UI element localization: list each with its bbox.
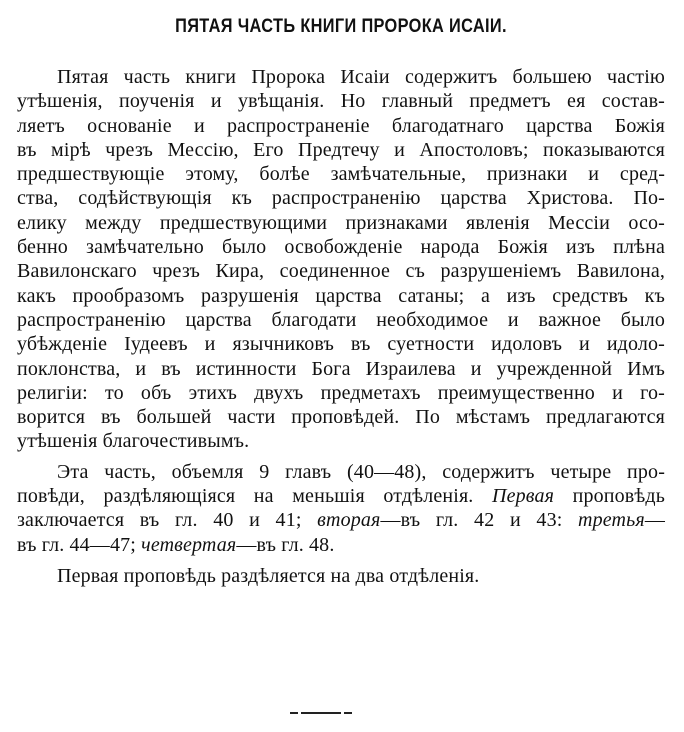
book-page <box>17 0 665 588</box>
italic-term-second: вторая <box>317 509 381 532</box>
italic-term-fourth: четвертая <box>141 533 237 556</box>
text-line: утѣшенія, поученія и увѣщанія. Но главный предметъ ея состав- <box>17 90 665 113</box>
text-line: елику между предшествующими признаками явленія Мессіи осо- <box>17 211 665 234</box>
decorative-divider <box>290 712 352 714</box>
paragraph-structure <box>17 460 665 557</box>
text-line: религіи: то объ этихъ двухъ предметахъ преимущественно и го- <box>17 381 665 404</box>
text-run: въ гл. 44—47; <box>17 533 142 556</box>
chapter-title: ПЯТАЯ ЧАСТЬ КНИГИ ПРОРОКА ИСАІИ. <box>175 16 507 37</box>
text-run: проповѣдь <box>554 485 665 508</box>
text-line <box>17 484 665 508</box>
text-line: ворится въ большей части проповѣдей. По мѣстамъ предлагаются <box>17 406 665 429</box>
text-line: какъ прообразомъ разрушенія царства сатаны; а изъ средствъ къ <box>17 284 665 307</box>
text-run: —въ гл. 42 и 43: <box>380 509 579 532</box>
text-line: утѣшенія благочестивымъ. <box>17 430 250 453</box>
text-line <box>17 533 665 557</box>
text-line: Пятая часть книги Пророка Исаіи содержитъ большею частію <box>57 66 665 88</box>
text-line: въ мірѣ чрезъ Мессію, Его Предтечу и Апостоловъ; показываются <box>17 138 665 161</box>
text-line: Эта часть, объемля 9 главъ (40—48), содержитъ четыре про- <box>57 460 665 483</box>
italic-term-third: третья <box>578 509 645 532</box>
text-line: ства, содѣйствующія къ распространенію царства Христова. По- <box>17 187 665 210</box>
text-run: заключается въ гл. 40 и 41; <box>17 509 318 532</box>
text-run: —въ гл. 48. <box>236 533 335 556</box>
text-line: Вавилонскаго чрезъ Кира, соединенное съ разрушеніемъ Вавилона, <box>17 260 665 283</box>
paragraph-introduction <box>17 65 665 454</box>
italic-term-first: Первая <box>492 485 555 508</box>
text-run: повѣди, раздѣляющіяся на меньшія отдѣленія. <box>17 485 493 508</box>
text-line: ляетъ основаніе и распространеніе благодатнаго царства Божія <box>17 114 665 137</box>
text-line: распространенію царства благодати необходимое и важное было <box>17 308 665 331</box>
paragraph-division <box>17 564 665 588</box>
text-line: бенно замѣчательно было освобожденіе народа Божія изъ плѣна <box>17 236 665 259</box>
text-run: — <box>644 509 665 532</box>
text-line: убѣжденіе Іудеевъ и язычниковъ въ суетности идоловъ и идоло- <box>17 333 665 356</box>
text-line: поклонства, и въ истинности Бога Израилева и учрежденной Имъ <box>17 357 665 380</box>
text-line: Первая проповѣдь раздѣляется на два отдѣленія. <box>57 564 480 587</box>
text-line: предшествующіе этому, болѣе замѣчательные, признаки и сред- <box>17 163 665 186</box>
text-line <box>17 508 665 532</box>
